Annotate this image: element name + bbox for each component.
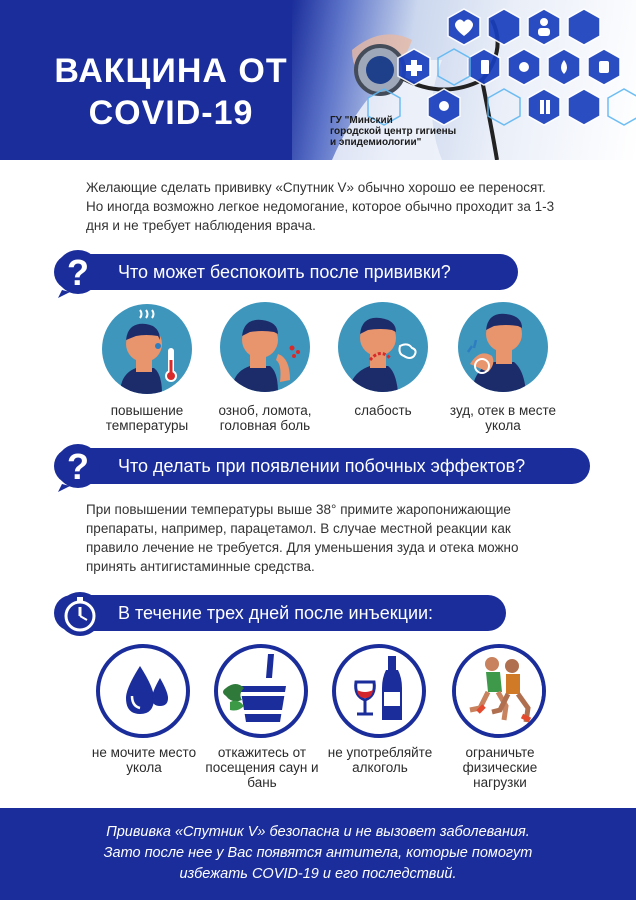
section1-title: Что может беспокоить после прививки? xyxy=(118,262,451,282)
advice-label-sauna: откажитесь от посещения саун и бань xyxy=(205,745,319,790)
section-banner-three-days xyxy=(54,595,506,631)
stopwatch-icon xyxy=(54,587,106,639)
footer-line-3: избежать COVID-19 и его последствий. xyxy=(179,866,457,882)
organization-name xyxy=(330,115,490,148)
section-banner-what-to-do xyxy=(54,446,590,487)
org-line-1: ГУ "Минский xyxy=(330,115,393,126)
water-drops-icon xyxy=(96,644,190,738)
header-banner xyxy=(0,0,636,160)
symptom-label-chills: озноб, ломота, головная боль xyxy=(218,403,312,433)
what-to-do-paragraph: При повышении температуры выше 38° примите жаропонижающие препараты, например, парацетамол. В случае местной реакции как правило лечение не требуется. Для уменьшения зуда и отека можно принять антигистаминные средства. xyxy=(86,502,519,574)
org-line-3: и эпидемиологии" xyxy=(330,137,422,148)
footer-message xyxy=(40,822,596,885)
title-line-1: ВАКЦИНА ОТ xyxy=(54,52,288,90)
section3-title: В течение трех дней после инъекции: xyxy=(118,603,434,623)
fever-icon xyxy=(102,304,192,394)
running-icon xyxy=(452,644,546,738)
footer-line-1: Прививка «Спутник V» безопасна и не вызовет заболевания. xyxy=(106,824,530,840)
footer-line-2: Зато после нее у Вас появятся антитела, которые помогут xyxy=(103,845,533,861)
svg-text:?: ? xyxy=(67,446,89,487)
page-title xyxy=(40,50,302,134)
chills-headache-icon xyxy=(220,302,310,392)
org-line-2: городской центр гигиены xyxy=(330,126,457,137)
section2-title: Что делать при появлении побочных эффектов? xyxy=(118,456,526,476)
sauna-bucket-icon xyxy=(214,644,308,738)
svg-text:?: ? xyxy=(67,252,89,293)
symptom-label-weakness: слабость xyxy=(354,403,412,418)
question-bubble-icon xyxy=(54,246,106,298)
advice-label-exercise: ограничьте физические нагрузки xyxy=(462,745,538,790)
itch-swelling-icon xyxy=(458,302,548,392)
title-line-2: COVID-19 xyxy=(88,94,254,132)
intro-paragraph: Желающие сделать прививку «Спутник V» обычно хорошо ее переносят. Но иногда возможно легкое недомогание, которое обычно проходит за 1-3 дня и не требует наблюдения врача. xyxy=(86,180,555,233)
alcohol-icon xyxy=(332,644,426,738)
footer-banner xyxy=(0,808,636,900)
symptom-label-fever: повышение температуры xyxy=(105,403,189,433)
weakness-icon xyxy=(338,302,428,392)
advice-label-alcohol: не употребляйте алкоголь xyxy=(327,745,433,775)
section-banner-side-effects xyxy=(54,252,518,293)
advice-label-water: не мочите место укола xyxy=(91,745,197,775)
symptom-label-itch: зуд, отек в месте укола xyxy=(449,403,557,433)
question-bubble-icon xyxy=(54,440,106,492)
